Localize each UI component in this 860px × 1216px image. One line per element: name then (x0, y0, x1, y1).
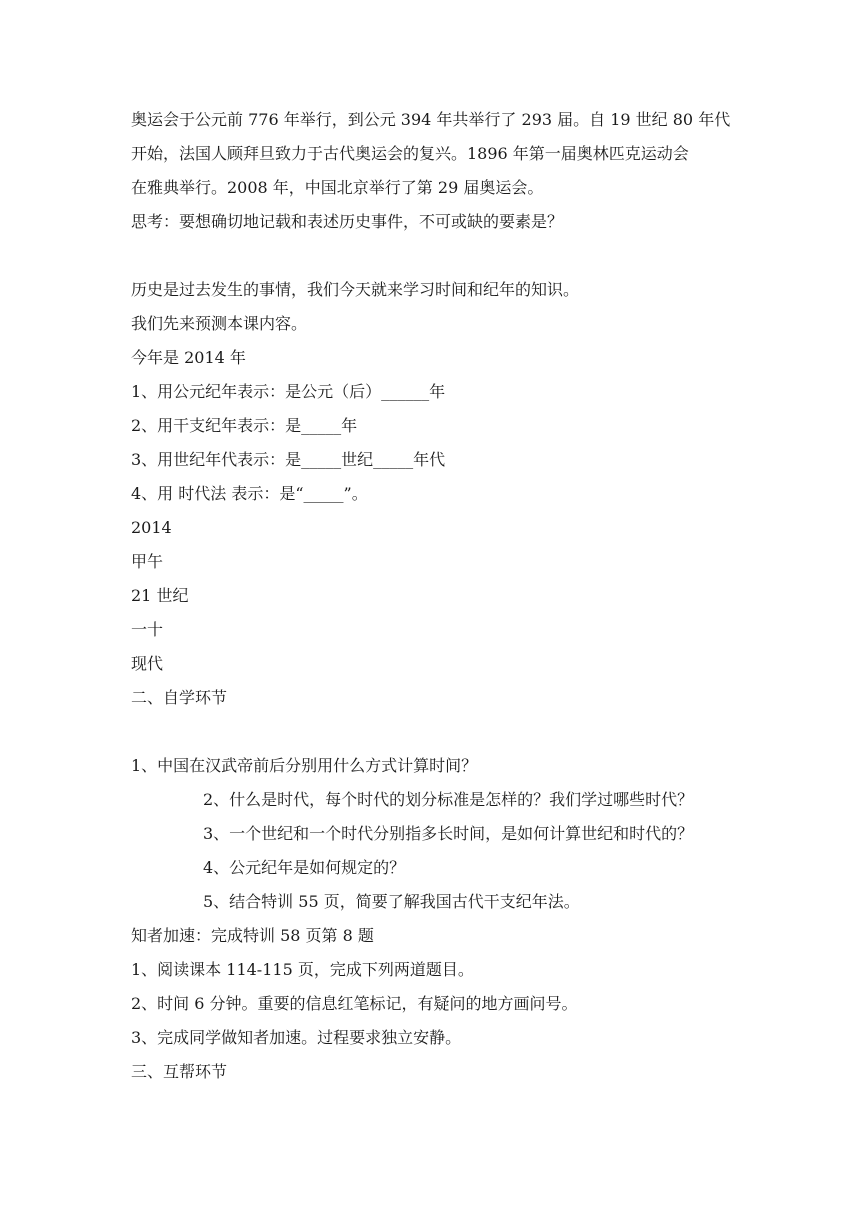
bonus-task: 知者加速：完成特训 58 页第 8 题 (131, 926, 374, 945)
question-item: 4、用 时代法 表示：是“_____”。 (131, 484, 368, 503)
study-question: 2、什么是时代，每个时代的划分标准是怎样的？我们学过哪些时代？ (203, 790, 694, 809)
study-question: 4、公元纪年是如何规定的？ (203, 858, 406, 877)
current-year: 今年是 2014 年 (131, 348, 246, 367)
answer-item: 一十 (131, 620, 164, 639)
intro-paragraph-line: 奥运会于公元前 776 年举行，到公元 394 年共举行了 293 届。自 19 世纪 80 年代 (131, 110, 731, 129)
answer-item: 21 世纪 (131, 586, 189, 605)
lead-text: 历史是过去发生的事情，我们今天就来学习时间和纪年的知识。 (131, 280, 580, 299)
intro-paragraph-line: 开始，法国人顾拜旦致力于古代奥运会的复兴。1896 年第一届奥林匹克运动会 (131, 144, 689, 163)
step-item: 3、完成同学做知者加速。过程要求独立安静。 (131, 1028, 462, 1047)
section-title: 三、互帮环节 (131, 1062, 228, 1081)
question-item: 2、用干支纪年表示：是_____年 (131, 416, 358, 435)
section-title: 二、自学环节 (131, 688, 228, 707)
lead-text: 我们先来预测本课内容。 (131, 314, 308, 333)
answer-item: 现代 (131, 654, 164, 673)
step-item: 1、阅读课本 114-115 页，完成下列两道题目。 (131, 960, 474, 979)
study-question: 3、一个世纪和一个时代分别指多长时间，是如何计算世纪和时代的？ (203, 824, 694, 843)
step-item: 2、时间 6 分钟。重要的信息红笔标记，有疑问的地方画问号。 (131, 994, 578, 1013)
question-item: 3、用世纪年代表示：是_____世纪_____年代 (131, 450, 446, 469)
study-question: 1、中国在汉武帝前后分别用什么方式计算时间？ (131, 756, 478, 775)
think-question: 思考：要想确切地记载和表述历史事件，不可或缺的要素是？ (131, 212, 564, 231)
question-item: 1、用公元纪年表示：是公元（后）______年 (131, 382, 446, 401)
study-question: 5、结合特训 55 页，简要了解我国古代干支纪年法。 (203, 892, 580, 911)
answer-item: 甲午 (131, 552, 164, 571)
intro-paragraph-line: 在雅典举行。2008 年，中国北京举行了第 29 届奥运会。 (131, 178, 544, 197)
answer-item: 2014 (131, 518, 172, 537)
